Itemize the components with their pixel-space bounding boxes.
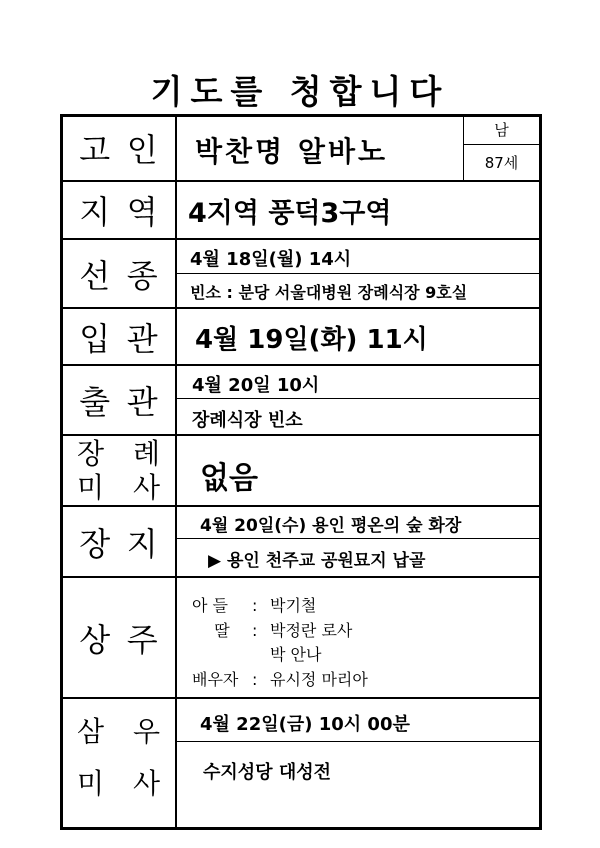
cell-divider bbox=[463, 144, 540, 145]
mourner-entry bbox=[192, 618, 352, 641]
cell-divider bbox=[176, 273, 540, 274]
label-region bbox=[63, 182, 174, 238]
label-char: 사 bbox=[132, 471, 160, 504]
mourner-names: 박 안나 bbox=[270, 645, 322, 664]
row-divider bbox=[62, 697, 540, 699]
label-char: 관 bbox=[126, 319, 158, 358]
label-char: 삼 bbox=[77, 715, 105, 748]
label-char: 주 bbox=[126, 620, 158, 659]
mourner-names: 유시정 마리아 bbox=[270, 670, 368, 689]
label-char: 인 bbox=[126, 131, 158, 169]
label-samu-mass bbox=[63, 706, 174, 810]
funeral-mass-value: 없음 bbox=[200, 461, 258, 496]
label-char: 지 bbox=[126, 524, 158, 563]
label-char: 례 bbox=[132, 437, 160, 470]
label-line bbox=[63, 437, 174, 471]
cell-divider bbox=[176, 398, 540, 399]
page-title: 기도를 청합니다 bbox=[150, 72, 450, 111]
region-value: 4지역 풍덕3구역 bbox=[188, 198, 392, 229]
label-sunjong bbox=[63, 240, 174, 307]
label-char: 출 bbox=[79, 383, 111, 421]
label-char: 사 bbox=[132, 767, 160, 800]
mourner-role: 배우자 bbox=[192, 670, 239, 689]
label-deceased bbox=[63, 116, 174, 180]
mourner-names: 박정란 로사 bbox=[270, 621, 353, 640]
label-line bbox=[63, 471, 174, 505]
chulgwan-datetime: 4월 20일 10시 bbox=[192, 375, 320, 396]
label-burial bbox=[63, 507, 174, 576]
label-chulgwan bbox=[63, 366, 174, 434]
label-mourners bbox=[63, 578, 174, 697]
mourner-entry bbox=[192, 642, 321, 665]
label-char: 고 bbox=[79, 131, 111, 169]
label-char: 미 bbox=[77, 767, 105, 800]
cell-divider bbox=[176, 741, 540, 742]
samu-mass-place: 수지성당 대성전 bbox=[203, 762, 331, 783]
label-char: 상 bbox=[79, 620, 111, 659]
row-divider bbox=[62, 434, 540, 436]
mourner-sep: : bbox=[252, 596, 258, 615]
label-char: 관 bbox=[126, 383, 158, 421]
label-char: 역 bbox=[126, 193, 158, 231]
mourner-sep: : bbox=[252, 621, 258, 640]
label-char: 장 bbox=[77, 437, 105, 470]
label-char: 미 bbox=[77, 471, 105, 504]
column-divider bbox=[175, 116, 177, 828]
label-ipgwan bbox=[63, 309, 174, 364]
mourner-entry bbox=[192, 593, 316, 616]
burial-line1: 4월 20일(수) 용인 평온의 숲 화장 bbox=[200, 516, 462, 536]
label-funeral-mass bbox=[63, 437, 174, 505]
deceased-name: 박찬명 알바노 bbox=[195, 135, 389, 168]
burial-line2: ▶ 용인 천주교 공원묘지 납골 bbox=[208, 551, 426, 571]
mourner-entry bbox=[192, 667, 368, 690]
deceased-age: 87세 bbox=[484, 154, 519, 172]
cell-divider bbox=[176, 538, 540, 539]
chulgwan-place: 장례식장 빈소 bbox=[192, 410, 303, 431]
label-char: 입 bbox=[79, 319, 111, 358]
mourner-names: 박기철 bbox=[270, 596, 317, 615]
ipgwan-value: 4월 19일(화) 11시 bbox=[195, 325, 428, 355]
label-char: 장 bbox=[79, 524, 111, 563]
label-char: 선 bbox=[79, 256, 111, 295]
label-char: 지 bbox=[79, 193, 111, 231]
mourner-role: 아 들 bbox=[192, 596, 228, 615]
samu-mass-datetime: 4월 22일(금) 10시 00분 bbox=[200, 714, 410, 735]
label-char: 종 bbox=[126, 256, 158, 295]
deceased-gender: 남 bbox=[494, 121, 509, 139]
label-line bbox=[63, 758, 174, 810]
sunjong-datetime: 4월 18일(월) 14시 bbox=[190, 249, 352, 270]
label-line bbox=[63, 706, 174, 758]
label-char: 우 bbox=[132, 715, 160, 748]
mourner-role: 딸 bbox=[214, 621, 230, 640]
mourner-sep: : bbox=[252, 670, 258, 689]
sunjong-place: 빈소 : 분당 서울대병원 장례식장 9호실 bbox=[190, 283, 468, 302]
